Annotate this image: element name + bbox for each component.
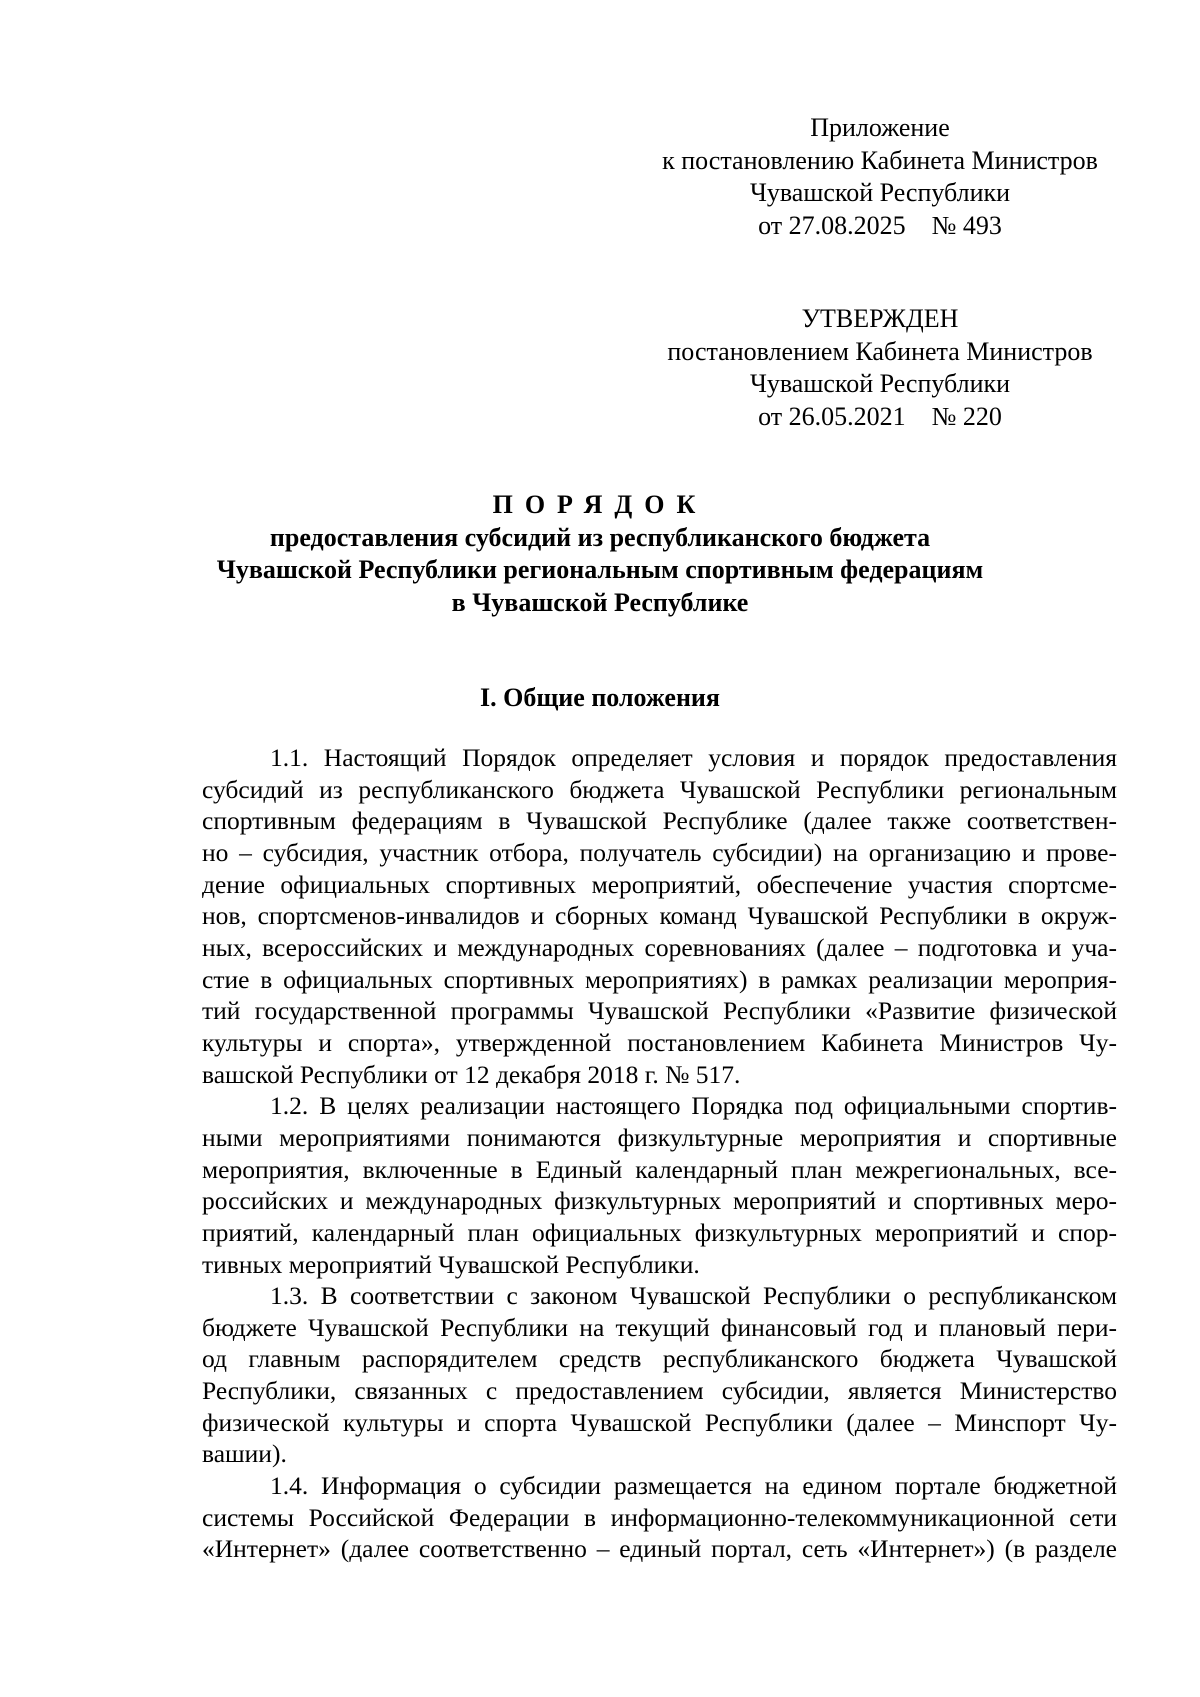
approval-header [640,303,1120,433]
text-line: вашии). [202,1439,287,1469]
text-line: «Интернет» (далее соответственно – единый портал, сеть «Интернет») (в разделе [202,1534,1117,1564]
appendix-line: к постановлению Кабинета Министров [662,145,1098,175]
title-subtitle-line: Чувашской Республики региональным спортивным федерациям [216,555,984,584]
text-line: культуры и спорта», утвержденной постановлением Кабинета Министров Чу- [202,1027,1117,1057]
text-line: но – субсидия, участник отбора, получатель субсидии) на организацию и прове- [202,837,1117,867]
text-line: тивных мероприятий Чувашской Республики. [202,1249,700,1279]
appendix-date-line: от 27.08.2025 № 493 [758,210,1002,240]
paragraph-1-2 [202,1090,1117,1280]
paragraph-1-3 [202,1280,1117,1470]
text-line: стие в официальных спортивных мероприятиях) в рамках реализации мероприя- [202,964,1117,994]
approval-line: постановлением Кабинета Министров [667,336,1093,366]
approval-line: Чувашской Республики [749,369,1011,398]
text-line: российских и международных физкультурных мероприятий и спортивных меро- [202,1186,1117,1216]
text-line: 1.4. Информация о субсидии размещается на едином портале бюджетной [270,1471,1117,1501]
text-line: тий государственной программы Чувашской Республики «Развитие физической [202,996,1117,1026]
approval-date-line: от 26.05.2021 № 220 [758,401,1002,431]
text-line: вашской Республики от 12 декабря 2018 г. № 517. [202,1059,741,1089]
document-title [150,489,1050,619]
appendix-line: Чувашской Республики [749,178,1011,207]
text-line: бюджете Чувашской Республики на текущий финансовый год и плановый пери- [202,1312,1117,1342]
text-line: спортивным федерациям в Чувашской Республике (далее также соответствен- [202,806,1117,836]
body-text [202,742,1117,1565]
text-line: мероприятия, включенные в Единый календарный план межрегиональных, все- [202,1154,1117,1184]
approval-line: УТВЕРЖДЕН [801,304,959,333]
text-line: дение официальных спортивных мероприятий, обеспечение участия спортсме- [202,869,1117,899]
text-line: 1.2. В целях реализации настоящего Порядка под официальными спортив- [270,1091,1117,1121]
appendix-header [640,112,1120,242]
text-line: ных, всероссийских и международных соревнованиях (далее – подготовка и уча- [202,932,1117,962]
paragraph-1-1 [202,742,1117,1090]
text-line: субсидий из республиканского бюджета Чувашской Республики региональным [202,774,1117,804]
paragraph-1-4 [202,1470,1117,1565]
text-line: ными мероприятиями понимаются физкультурные мероприятия и спортивные [202,1122,1117,1152]
title-subtitle-line: в Чувашской Республике [451,587,749,617]
text-line: системы Российской Федерации в информационно-телекоммуникационной сети [202,1502,1117,1532]
section-heading: I. Общие положения [480,683,720,712]
text-line: нов, спортсменов-инвалидов и сборных команд Чувашской Республики в окруж- [202,901,1117,931]
title-main: ПОРЯДОК [492,490,708,519]
text-line: приятий, календарный план официальных физкультурных мероприятий и спор- [202,1217,1117,1247]
text-line: 1.3. В соответствии с законом Чувашской Республики о республиканском [270,1281,1117,1311]
appendix-line: Приложение [810,113,950,142]
text-line: 1.1. Настоящий Порядок определяет условия и порядок предоставления [270,743,1117,772]
text-line: физической культуры и спорта Чувашской Республики (далее – Минспорт Чу- [202,1407,1117,1437]
title-subtitle-line: предоставления субсидий из республиканского бюджета [269,522,931,552]
text-line: Республики, связанных с предоставлением субсидии, является Министерство [202,1376,1117,1406]
text-line: од главным распорядителем средств республиканского бюджета Чувашской [202,1344,1117,1374]
